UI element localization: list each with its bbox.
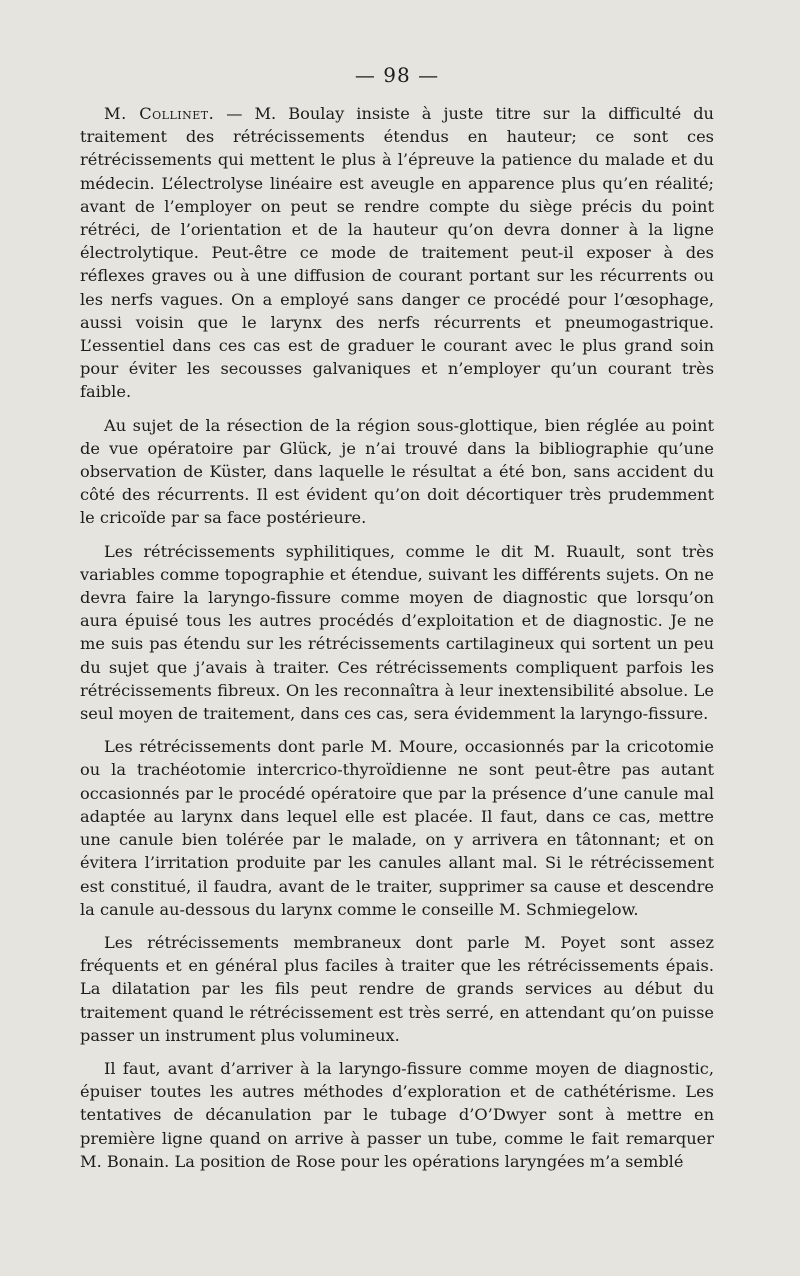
paragraph-4: Les rétrécissements dont parle M. Moure, occasionnés par la cricotomie ou la trachéotomie intercrico-thyroïdienne ne sont peut-être pas autant occasionnés par le procédé opératoire que par la présence d’une canule mal adaptée au larynx dans lequel elle est placée. Il faut, dans ce cas, mettre une canule bien tolérée par le malade, on y arrivera en tâtonnant; et on évitera l’irritation produite par les canules allant mal. Si le rétrécissement est constitué, il faudra, avant de le traiter, supprimer sa cause et descendre la canule au-dessous du larynx comme le conseille M. Schmiegelow.: [80, 737, 714, 919]
speaker-name: M. Collinet.: [104, 104, 215, 123]
paragraph-2: Au sujet de la résection de la région sous-glottique, bien réglée au point de vue opératoire par Glück, je n’ai trouvé dans la bibliographie qu’une observation de Küster, dans laquelle le résultat a été bon, sans accident du côté des récurrents. Il est évident qu’on doit décortiquer très prudemment le cricoïde par sa face postérieure.: [80, 415, 714, 528]
paragraph-5: Les rétrécissements membraneux dont parle M. Poyet sont assez fréquents et en général plus faciles à traiter que les rétrécissements épais. La dilatation par les fils peut rendre de grands services au début du traitement quand le rétrécissement est très serré, en attendant qu’on puisse passer un instrument plus volumineux.: [80, 932, 714, 1045]
paragraph-1: [80, 102, 714, 404]
paragraph-1-text: M. Boulay insiste à juste titre sur la difficulté du traitement des rétrécissements étendus en hauteur; ce sont ces rétrécissements qui mettent le plus à l’épreuve la patience du malade et du médecin. L’électrolyse linéaire est aveugle en apparence plus qu’en réalité; avant de l’employer on peut se rendre compte du siège précis du point rétréci, de l’orientation et de la hauteur qu’on devra donner à la ligne électrolytique. Peut-être ce mode de traitement peut-il exposer à des réflexes graves ou à une diffusion de courant portant sur les récurrents ou les nerfs vagues. On a employé sans danger ce procédé pour l’œsophage, aussi voisin que le larynx des nerfs récurrents et pneumogastrique. L’essentiel dans ces cas est de graduer le courant avec le plus grand soin pour éviter les secousses galvaniques et n’employer qu’un courant très faible.: [80, 104, 714, 402]
page-number: — 98 —: [354, 63, 440, 87]
speaker-dash: —: [214, 104, 255, 123]
paragraph-6: Il faut, avant d’arriver à la laryngo-fissure comme moyen de diagnostic, épuiser toutes les autres méthodes d’exploration et de cathétérisme. Les tentatives de décanulation par le tubage d’O’Dwyer sont à mettre en première ligne quand on arrive à passer un tube, comme le fait remarquer M. Bonain. La position de Rose pour les opérations laryngées m’a semblé: [80, 1058, 714, 1171]
paragraph-3: Les rétrécissements syphilitiques, comme le dit M. Ruault, sont très variables comme topographie et étendue, suivant les différents sujets. On ne devra faire la laryngo-fissure comme moyen de diagnostic que lorsqu’on aura épuisé tous les autres procédés d’exploitation et de diagnostic. Je ne me suis pas étendu sur les rétrécissements cartilagineux qui sortent un peu du sujet que j’avais à traiter. Ces rétrécissements compliquent parfois les rétrécissements fibreux. On les reconnaîtra à leur inextensibilité absolue. Le seul moyen de traitement, dans ces cas, sera évidemment la laryngo-fissure.: [80, 541, 714, 724]
